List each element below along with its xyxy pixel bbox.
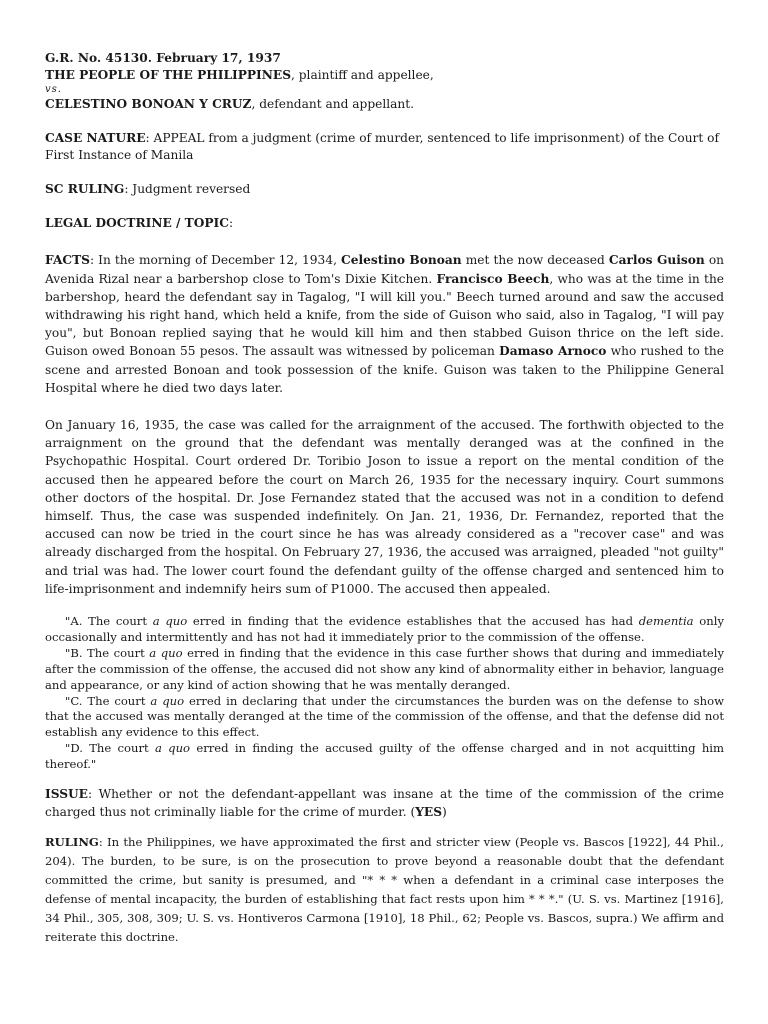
facts-text: : In the morning of December 12, 1934, [89, 253, 342, 268]
error-item: "D. The court a quo erred in finding the accused guilty of the offense charged and in not acquitting him thereof." [45, 741, 724, 772]
error-item: "C. The court a quo erred in declaring that under the circumstances the burden was on the defense to show that the accused was mentally deranged at the time of the commission of the offense, and that the defense did not establish any evidence to this effect. [45, 693, 725, 740]
facts-text: met the now deceased [461, 253, 609, 268]
person-name: Francisco Beech [436, 271, 550, 286]
plaintiff-name: THE PEOPLE OF THE PHILIPPINES [45, 67, 291, 82]
legal-doctrine [45, 215, 724, 232]
issue-label: ISSUE [45, 787, 88, 802]
sc-ruling [45, 181, 724, 198]
legal-doctrine-label: LEGAL DOCTRINE / TOPIC [45, 216, 229, 231]
facts-paragraph [45, 251, 724, 397]
case-nature [45, 130, 724, 164]
assignment-of-errors [45, 614, 724, 773]
issue-close: ) [442, 805, 447, 820]
defendant-role: , defendant and appellant. [251, 97, 415, 111]
ruling-label: RULING [45, 835, 99, 850]
legal-doctrine-text: : [228, 216, 234, 231]
plaintiff-role: , plaintiff and appellee, [291, 67, 434, 82]
person-name: Damaso Arnoco [499, 344, 607, 359]
ruling-text: : In the Philippines, we have approximated the first and stricter view (People vs. Bascos [1922], 44 Phil., 204). The burden, to be sure, is on the prosecution to prove beyond a reasonable doubt that the defendant committed the crime, but sanity is presumed, and "* * * when a defendant in a criminal case interposes the defense of mental incapacity, the burden of establishing that fact rests upon him * * *." (U. S. vs. Martinez [1916], 34 Phil., 305, 308, 309; U. S. vs. Hontiveros Carmona [1910], 18 Phil., 62; People vs. Bascos, supra.) We affirm and reiterate this doctrine. [45, 835, 724, 945]
versus-label: vs. [45, 84, 62, 95]
case-nature-text: : APPEAL from a judgment (crime of murder, sentenced to life imprisonment) of the Court of First Instance of Manila [45, 130, 719, 162]
sc-ruling-text: : Judgment reversed [124, 181, 251, 196]
case-header [45, 50, 724, 113]
facts-text: who rushed to the scene and arrested Bonoan and took possession of the knife. Guison was taken to the Philippine General Hospital where he died two days later. [45, 344, 724, 395]
issue-paragraph [45, 785, 724, 821]
defendant-line [45, 96, 724, 113]
person-name: Carlos Guison [608, 253, 705, 268]
procedural-history-paragraph: On January 16, 1935, the case was called for the arraignment of the accused. The forthwith objected to the arraignment on the ground that the defendant was mentally deranged was at the confined in the Psychopathic Hospital. Court ordered Dr. Toribio Joson to issue a report on the mental condition of the accused then he appeared before the court on March 26, 1935 for the necessary inquiry. Court summons other doctors of the hospital. Dr. Jose Fernandez stated that the accused was not in a condition to defend himself. Thus, the case was suspended indefinitely. On Jan. 21, 1936, Dr. Fernandez, reported that the accused can now be tried in the court since he has was already considered as a "recover case" and was already discharged from the hospital. On February 27, 1936, the accused was arraigned, pleaded "not guilty" and trial was had. The lower court found the defendant guilty of the offense charged and sentenced him to life-imprisonment and indemnify heirs sum of P1000. The accused then appealed. [45, 417, 724, 596]
defendant-name: CELESTINO BONOAN Y CRUZ [45, 97, 252, 111]
facts-text: on Avenida Rizal near a barbershop close to Tom's Dixie Kitchen. [45, 253, 725, 286]
case-nature-label: CASE NATURE [45, 130, 146, 145]
ruling-paragraph [45, 833, 724, 947]
person-name: Celestino Bonoan [341, 253, 462, 268]
case-number: G.R. No. 45130. February 17, 1937 [45, 51, 281, 65]
error-item: "A. The court a quo erred in finding that the evidence establishes that the accused has had dementia only occasionally and intermittently and has not had it immediately prior to the commission of the offense. [45, 613, 725, 644]
error-item: "B. The court a quo erred in finding that the evidence in this case further shows that during and immediately after the commission of the offense, the accused did not show any kind of abnormality either in behavior, language and appearance, or any kind of action showing that he was mentally deranged. [45, 645, 725, 692]
sc-ruling-label: SC RULING [45, 181, 125, 196]
issue-answer: YES [415, 805, 442, 820]
facts-label: FACTS [45, 253, 90, 268]
facts-text: , who was at the time in the barbershop, heard the defendant say in Tagalog, "I will kill you." Beech turned around and saw the accused withdrawing his right hand, which held a knife, from the side of Guison who said, also in Tagalog, "I will pay you", but Bonoan replied saying that he would kill him and then stabbed Guison thrice on the left side. Guison owed Bonoan 55 pesos. The assault was witnessed by policeman [45, 271, 725, 359]
plaintiff-line [45, 67, 724, 84]
issue-text: : Whether or not the defendant-appellant was insane at the time of the commission of the crime charged thus not criminally liable for the crime of murder. ( [45, 787, 724, 820]
